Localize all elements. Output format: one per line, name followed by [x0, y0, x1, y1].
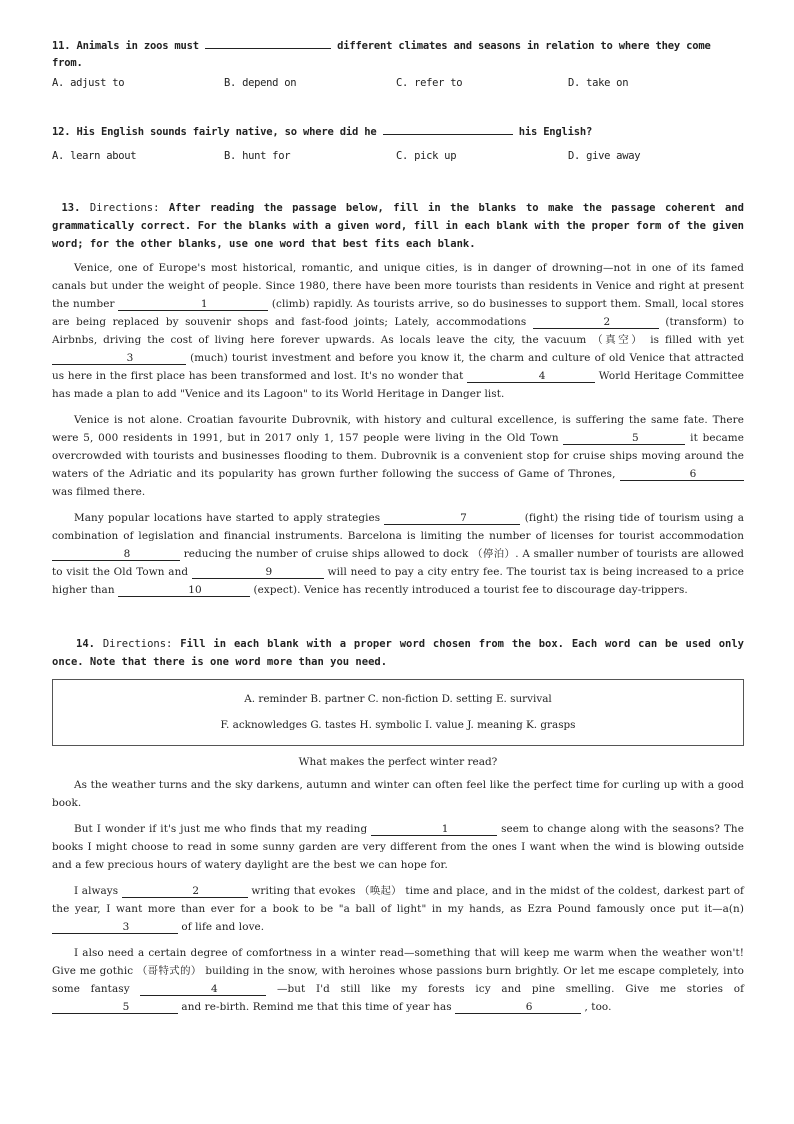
worksheet-page	[52, 38, 744, 1024]
word-box	[52, 679, 744, 746]
question-12-option-d[interactable]: D. give away	[568, 150, 641, 162]
question-11-option-b[interactable]: B. depend on	[224, 77, 297, 89]
question-13-paragraph-3	[52, 509, 744, 599]
paragraph-text: , too.	[584, 1001, 612, 1013]
blank-13-10[interactable]: 10	[118, 584, 250, 597]
question-11-stem-start: 11. Animals in zoos must	[52, 40, 199, 52]
paragraph-text: reducing the number of cruise ships allowed to dock （停泊）. A smaller number of tourists are allowed to visit the Old Town and	[52, 548, 745, 578]
question-11-options	[52, 75, 744, 92]
question-14	[52, 635, 744, 1016]
passage-title: What makes the perfect winter read?	[298, 756, 498, 768]
blank-14-3[interactable]: 3	[52, 921, 178, 934]
blank-13-5[interactable]: 5	[563, 432, 685, 445]
blank-13-7[interactable]: 7	[384, 512, 520, 525]
paragraph-text: of life and love.	[181, 921, 265, 933]
blank-14-2[interactable]: 2	[122, 885, 248, 898]
paragraph-text: World Heritage Committee has made a plan to add "Venice and its Lagoon" to its World Heritage in Danger list.	[52, 370, 745, 400]
question-11-option-d[interactable]: D. take on	[568, 77, 629, 89]
paragraph-text: I also need a certain degree of comfortness in a winter read—something that will keep me warm when the weather won't! Give me gothic （哥特式的） building in the snow, with heroines whose passions burn brightly. Or let me escape completely, into some fantasy	[52, 947, 744, 995]
question-12-stem-start: 12. His English sounds fairly native, so where did he	[52, 126, 377, 138]
question-14-number: 14.	[76, 638, 95, 650]
blank-14-1[interactable]: 1	[371, 823, 497, 836]
question-13-paragraph-1	[52, 259, 744, 403]
blank-13-3[interactable]: 3	[52, 352, 186, 365]
question-12	[52, 124, 744, 165]
question-12-option-a[interactable]: A. learn about	[52, 150, 137, 162]
question-14-directions	[52, 635, 744, 671]
paragraph-text: (fight) the rising tide of tourism using a combination of legislation and financial instruments. Barcelona is limiting the number of licenses for tourist accommodation	[52, 512, 745, 542]
blank-14-4[interactable]: 4	[140, 983, 266, 996]
blank-14-6[interactable]: 6	[455, 1001, 581, 1014]
question-12-stem-end: his English?	[518, 126, 593, 138]
paragraph-text: (expect). Venice has recently introduced a tourist fee to discourage day-trippers.	[253, 584, 688, 596]
question-12-option-c[interactable]: C. pick up	[396, 150, 457, 162]
paragraph-text: writing that evokes （唤起） time and place, and in the midst of the coldest, darkest part of the year, I want more than ever for a book to be "a ball of light" in my hands, as Ezra Pound famously once put it—a(n)	[52, 885, 744, 915]
paragraph-text: I always	[74, 885, 119, 897]
paragraph-text: —but I'd still like my forests icy and pine smelling. Give me stories of	[277, 983, 745, 995]
question-13-number: 13.	[61, 202, 81, 214]
question-14-directions-label: Directions:	[102, 638, 173, 650]
question-14-paragraph-3	[52, 882, 744, 936]
question-12-option-b[interactable]: B. hunt for	[224, 150, 291, 162]
question-13-directions-text: After reading the passage below, fill in the blanks to make the passage coherent and grammatically correct. For the blanks with a given word, fill in each blank with the proper form of the given word; for the other blanks, use one word that best fits each blank.	[52, 202, 744, 250]
question-14-paragraph-2	[52, 820, 744, 874]
paragraph-text: (much) tourist investment and before you know it, the charm and culture of old Venice that attracted us here in the first place has been transformed and lost. It's no wonder that	[52, 352, 745, 382]
paragraph-text: Venice, one of Europe's most historical, romantic, and unique cities, is in danger of drowning—not in one of its famed canals but under the weight of people. Since 1980, there have been more tourists than residents in Venice and right at present the number	[52, 262, 744, 310]
question-11-blank[interactable]	[205, 38, 331, 49]
blank-13-1[interactable]: 1	[118, 298, 268, 311]
question-11-option-a[interactable]: A. adjust to	[52, 77, 125, 89]
word-box-line-1: A. reminder B. partner C. non-fiction D. setting E. survival	[244, 693, 552, 705]
blank-14-5[interactable]: 5	[52, 1001, 178, 1014]
question-14-paragraph-4	[52, 944, 744, 1016]
paragraph-text: will need to pay a city entry fee. The tourist tax is being increased to a price higher than	[52, 566, 745, 596]
question-12-blank[interactable]	[383, 124, 513, 135]
question-11	[52, 38, 744, 92]
paragraph-text: it became overcrowded with tourists and businesses flooding to them. Dubrovnik is a convenient stop for cruise ships moving around the waters of the Adriatic and its popularity has grown further following the success of Game of Thrones,	[52, 432, 745, 480]
question-11-option-c[interactable]: C. refer to	[396, 77, 463, 89]
question-13-paragraph-2	[52, 411, 744, 501]
paragraph-text: was filmed there.	[52, 486, 146, 498]
blank-13-6[interactable]: 6	[620, 468, 744, 481]
blank-13-4[interactable]: 4	[467, 370, 595, 383]
paragraph-text: and re-birth. Remind me that this time of year has	[181, 1001, 452, 1013]
paragraph-text: But I wonder if it's just me who finds that my reading	[74, 823, 368, 835]
blank-13-2[interactable]: 2	[533, 316, 659, 329]
paragraph-text: Many popular locations have started to apply strategies	[74, 512, 381, 524]
question-11-stem	[52, 38, 744, 72]
paragraph-text: (climb) rapidly. As tourists arrive, so do businesses to support them. Small, local stores are being replaced by souvenir shops and fast-food joints; Lately, accommodations	[52, 298, 744, 328]
blank-13-8[interactable]: 8	[52, 548, 180, 561]
blank-13-9[interactable]: 9	[192, 566, 324, 579]
paragraph-text: seem to change along with the seasons? The books I might choose to read in some sunny garden are very different from the ones I want when the wind is blowing outside and a few precious hours of watery daylight are the best we can hope for.	[52, 823, 744, 871]
question-12-stem	[52, 124, 744, 141]
paragraph-text: (transform) to Airbnbs, driving the cost of living here forever upwards. As locals leave the city, the vacuum （真空） is filled with yet	[52, 316, 744, 346]
question-13	[52, 199, 744, 599]
question-14-paragraph-1: As the weather turns and the sky darkens, autumn and winter can often feel like the perfect time for curling up with a good book.	[52, 779, 744, 809]
question-13-directions-label: Directions:	[89, 202, 160, 214]
paragraph-text: Venice is not alone. Croatian favourite Dubrovnik, with history and cultural excellence, is suffering the same fate. There were 5, 000 residents in 1991, but in 2017 only 1, 157 people were living in the Old Town	[52, 414, 744, 444]
question-11-stem-end: different climates and seasons in relation to where they come from.	[52, 40, 711, 69]
word-box-line-2: F. acknowledges G. tastes H. symbolic I. value J. meaning K. grasps	[220, 719, 576, 731]
question-14-directions-text: Fill in each blank with a proper word chosen from the box. Each word can be used only once. Note that there is one word more than you need.	[52, 638, 744, 668]
question-13-directions	[52, 199, 744, 253]
question-12-options	[52, 148, 744, 165]
